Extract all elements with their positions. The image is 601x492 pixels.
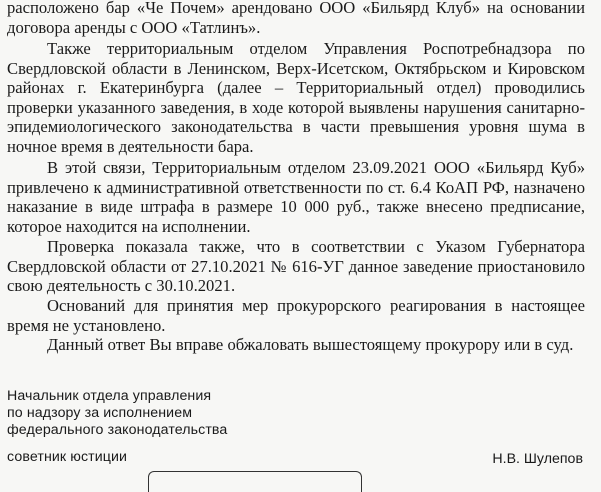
- signatory-position-line: Начальник отдела управления: [7, 388, 212, 404]
- paragraph-inspection: Также территориальным отделом Управления Роспотребнадзора по Свердловской области в Ленинском, Верх-Исетском, Октябрьском и Кировском районах г. Екатеринбурга (далее – Территориальный отдел) проводились проверки указанного заведения, в ходе которой выявлены нарушения санитарно-эпидемиологического законодательства в части превышения уровня шума в ночное время в деятельности бара.: [7, 39, 585, 156]
- paragraph-suspension: Проверка показала также, что в соответствии с Указом Губернатора Свердловской области от 27.10.2021 № 616-УГ данное заведение приостановило свою деятельность с 30.10.2021.: [7, 237, 585, 296]
- paragraph-no-grounds: Оснований для принятия мер прокурорского реагирования в настоящее время не установлено.: [7, 296, 585, 335]
- signatory-position: [7, 388, 227, 439]
- stamp-box-edge: [148, 471, 362, 492]
- signatory-position-line: федерального законодательства: [7, 422, 228, 438]
- signatory-name: Н.В. Шулепов: [492, 451, 583, 467]
- signatory-position-line: по надзору за исполнением: [7, 405, 193, 421]
- signatory-rank: советник юстиции: [7, 449, 128, 465]
- paragraph-appeal: Данный ответ Вы вправе обжаловать вышестоящему прокурору или в суд.: [47, 335, 574, 354]
- paragraph-penalty: В этой связи, Территориальным отделом 23.09.2021 ООО «Бильярд Куб» привлечено к административной ответственности по ст. 6.4 КоАП РФ, назначено наказание в виде штрафа в размере 10 000 руб., также внесено предписание, которое находится на исполнении.: [7, 158, 585, 236]
- paragraph-continuation: расположено бар «Че Почем» арендовано ООО «Бильярд Клуб» на основании договора аренды с ООО «Татлинъ».: [7, 0, 585, 37]
